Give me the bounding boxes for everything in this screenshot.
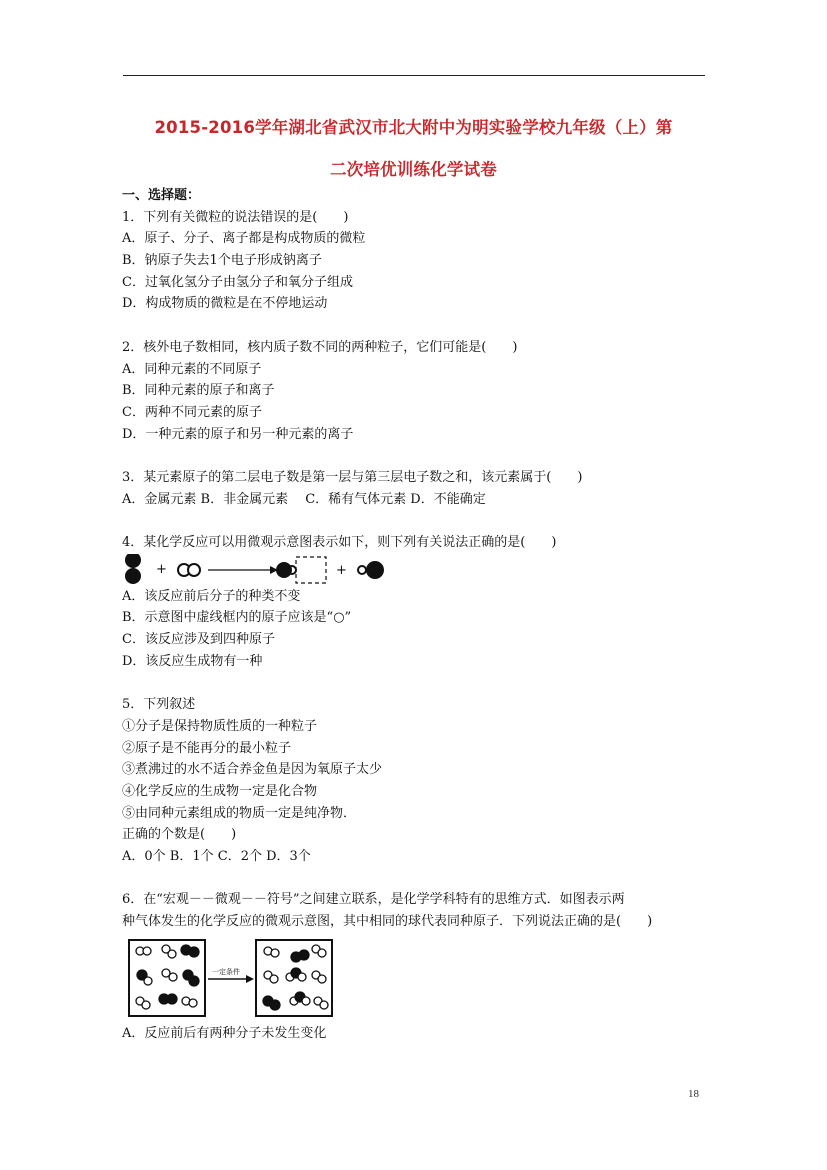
q4-option-b: B．示意图中虚线框内的原子应该是“○” [122, 610, 352, 626]
q5-statement-4: ④化学反应的生成物一定是化合物 [122, 783, 318, 799]
dashed-box [296, 557, 326, 583]
page-number: 18 [688, 1088, 699, 1100]
q3-options: A．金属元素 B．非金属元素 C．稀有气体元素 D．不能确定 [122, 491, 486, 507]
q5-ask: 正确的个数是( ) [122, 827, 237, 843]
exam-content [122, 185, 722, 1044]
product2-white-atom [358, 566, 366, 574]
section-heading: 一、选择题： [122, 188, 201, 203]
q5-statement-2: ②原子是不能再分的最小粒子 [122, 740, 292, 756]
q1-stem: 1．下列有关微粒的说法错误的是( ) [122, 209, 349, 225]
q5-options: A．0个 B．1个 C．2个 D．3个 [122, 848, 311, 864]
q1-option-c: C．过氧化氢分子由氢分子和氧分子组成 [122, 274, 353, 290]
condition-arrow-head [246, 975, 254, 983]
page-title-line2: 二次培优训练化学试卷 [330, 160, 497, 179]
q6-stem-line1: 6．在“宏观－－微观－－符号”之间建立联系，是化学学科特有的思维方式．如图表示两 [122, 892, 625, 908]
q2-option-d: D．一种元素的原子和另一种元素的离子 [122, 426, 354, 442]
molecule-dark-atom-bottom [125, 568, 141, 584]
condition-label: 一定条件 [212, 967, 240, 976]
q2-option-a: A．同种元素的不同原子 [122, 361, 262, 377]
q2-option-b: B．同种元素的原子和离子 [122, 383, 275, 399]
q6-stem-line2: 种气体发生的化学反应的微观示意图，其中相同的球代表同种原子．下列说法正确的是( ) [122, 914, 653, 929]
q2-option-c: C．两种不同元素的原子 [122, 404, 262, 420]
q6-reaction-diagram [128, 939, 368, 1019]
page-title-line1: 2015-2016学年湖北省武汉市北大附中为明实验学校九年级（上）第 [154, 118, 673, 137]
product-dark-atom [276, 562, 292, 578]
header-rule [123, 75, 705, 76]
q4-option-a: A．该反应前后分子的种类不变 [122, 588, 301, 604]
after-molecules [263, 945, 328, 1010]
q5-statement-5: ⑤由同种元素组成的物质一定是纯净物． [122, 805, 357, 821]
q2-stem: 2．核外电子数相同，核内质子数不同的两种粒子，它们可能是( ) [122, 339, 518, 355]
q1-option-d: D．构成物质的微粒是在不停地运动 [122, 296, 328, 312]
q4-option-d: D．该反应生成物有一种 [122, 653, 263, 669]
q1-option-b: B．钠原子失去1个电子形成钠离子 [122, 253, 322, 269]
molecule-dark-atom-top [125, 554, 141, 568]
q1-option-a: A．原子、分子、离子都是构成物质的微粒 [122, 231, 366, 247]
q5-statement-3: ③煮沸过的水不适合养金鱼是因为氧原子太少 [122, 762, 383, 778]
q4-stem: 4．某化学反应可以用微观示意图表示如下，则下列有关说法正确的是( ) [122, 535, 557, 550]
plus-sign-2: + [336, 562, 347, 578]
q5-stem: 5．下列叙述 [122, 697, 196, 713]
molecule-white-atom-right [188, 564, 200, 576]
q5-statement-1: ①分子是保持物质性质的一种粒子 [122, 718, 318, 734]
before-molecules [136, 945, 199, 1009]
q4-reaction-diagram [122, 554, 392, 586]
q4-option-c: C．该反应涉及到四种原子 [122, 632, 275, 648]
q3-stem: 3．某元素原子的第二层电子数是第一层与第三层电子数之和，该元素属于( ) [122, 469, 583, 485]
product2-dark-atom [366, 561, 384, 579]
plus-sign: + [156, 561, 167, 577]
q6-option-a: A．反应前后有两种分子未发生变化 [122, 1025, 327, 1041]
